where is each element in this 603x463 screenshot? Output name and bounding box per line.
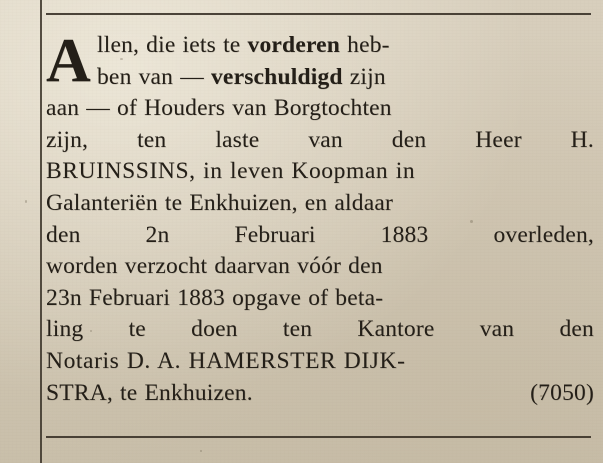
- column-divider-rule: [40, 0, 42, 463]
- advert-line-4-word-4: van: [308, 126, 343, 153]
- advert-line-10-word-6: van: [479, 316, 515, 343]
- advert-line-7-word-2: 2n: [145, 221, 170, 248]
- drop-cap-initial: A: [46, 27, 91, 95]
- advert-line-4: [46, 125, 594, 157]
- advert-line-4-word-6: Heer: [475, 126, 522, 153]
- advert-line-10-word-5: Kantore: [357, 316, 435, 343]
- advert-line-12: [46, 378, 594, 410]
- advert-line-1-bold: vorderen: [247, 32, 341, 58]
- advert-line-7: [46, 220, 594, 252]
- advert-line-7-word-1: den: [46, 221, 81, 248]
- advert-line-4-word-1: zijn,: [46, 126, 89, 153]
- advert-line-8: worden verzocht daarvan vóór den: [46, 253, 383, 280]
- advert-line-6: Galanteriën te Enkhuizen, en aldaar: [46, 189, 394, 216]
- advert-line-7-word-4: 1883: [380, 221, 429, 248]
- advert-line-2-part2: zijn: [342, 63, 386, 90]
- advert-bottom-rule: [46, 436, 591, 438]
- advert-line-4-word-2: ten: [137, 126, 167, 153]
- advert-line-1: [46, 30, 594, 62]
- advert-body: [46, 27, 594, 409]
- advert-top-rule: [46, 13, 591, 15]
- advert-line-10: [46, 314, 594, 346]
- advert-line-10-word-3: doen: [191, 316, 238, 343]
- advert-line-5: BRUINSSINS, in leven Koopman in: [46, 158, 416, 185]
- advert-line-10-word-1: ling: [46, 316, 84, 343]
- advert-line-9: 23n Februari 1883 opgave of beta-: [46, 284, 384, 311]
- advert-line-1-part2: heb-: [340, 32, 390, 58]
- advert-line-10-word-2: te: [128, 316, 146, 343]
- advert-reference-number: (7050): [530, 379, 594, 406]
- advert-line-7-word-5: overleden,: [493, 221, 594, 248]
- advert-line-4-word-5: den: [391, 126, 427, 153]
- paper-speck: [25, 200, 27, 203]
- advert-line-10-word-4: ten: [282, 316, 313, 343]
- advert-line-7-word-3: Februari: [234, 221, 316, 248]
- advert-line-3: aan — of Houders van Borgtochten: [46, 95, 392, 122]
- paper-speck: [200, 450, 202, 452]
- advert-line-4-word-3: laste: [215, 126, 260, 153]
- advert-line-10-word-7: den: [559, 316, 594, 343]
- advert-line-2-bold: verschuldigd: [210, 63, 343, 90]
- advert-line-1-part1: llen, die iets te: [96, 32, 248, 58]
- classified-advertisement: [46, 27, 594, 409]
- advert-closing-text: STRA, te Enkhuizen.: [46, 379, 253, 406]
- advert-line-4-word-7: H.: [570, 126, 594, 153]
- advert-line-2: [46, 62, 594, 94]
- advert-line-2-part1: ben van —: [96, 63, 211, 90]
- advert-line-11: Notaris D. A. HAMERSTER DIJK-: [46, 347, 406, 374]
